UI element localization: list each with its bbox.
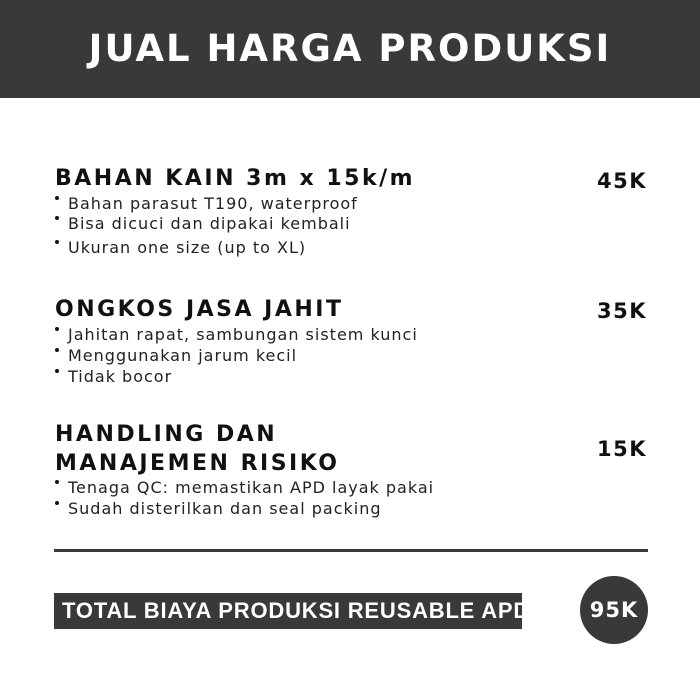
item-price-ongkos-jasa-jahit: 35K (597, 299, 647, 323)
total-label: TOTAL BIAYA PRODUKSI REUSABLE APD (62, 598, 531, 623)
bullet-dot-icon (55, 196, 59, 200)
page-title: JUAL HARGA PRODUKSI (88, 27, 612, 70)
bullet-text: Sudah disterilkan dan seal packing (68, 499, 382, 518)
bullet-text: Tidak bocor (68, 367, 173, 386)
total-label-box (54, 593, 531, 629)
bullet-dot-icon (55, 501, 59, 505)
item-title-bahan-kain: BAHAN KAIN 3m x 15k/m (55, 166, 416, 191)
total-value: 95K (589, 598, 639, 622)
divider (54, 549, 648, 552)
bullet-dot-icon (55, 240, 59, 244)
bullet-dot-icon (55, 348, 59, 352)
bullet-dot-icon (55, 327, 59, 331)
total-value-badge (580, 576, 648, 644)
bullet-text: Bahan parasut T190, waterproof (68, 194, 358, 213)
header-banner (0, 0, 700, 98)
item-title-handling-line-1: HANDLING DAN (55, 422, 278, 447)
bullet-text: Menggunakan jarum kecil (68, 346, 298, 365)
item-title-ongkos-jasa-jahit: ONGKOS JASA JAHIT (55, 297, 344, 322)
bullet-text: Ukuran one size (up to XL) (68, 238, 307, 257)
item-title-handling-line-2: MANAJEMEN RISIKO (55, 451, 340, 476)
bullet-text: Jahitan rapat, sambungan sistem kunci (68, 325, 418, 344)
bullet-dot-icon (55, 216, 59, 220)
bullet-text: Bisa dicuci dan dipakai kembali (68, 214, 351, 233)
bullet-text: Tenaga QC: memastikan APD layak pakai (68, 478, 435, 497)
item-price-bahan-kain: 45K (597, 169, 647, 193)
bullet-dot-icon (55, 480, 59, 484)
item-price-handling: 15K (597, 437, 647, 461)
bullet-dot-icon (55, 369, 59, 373)
